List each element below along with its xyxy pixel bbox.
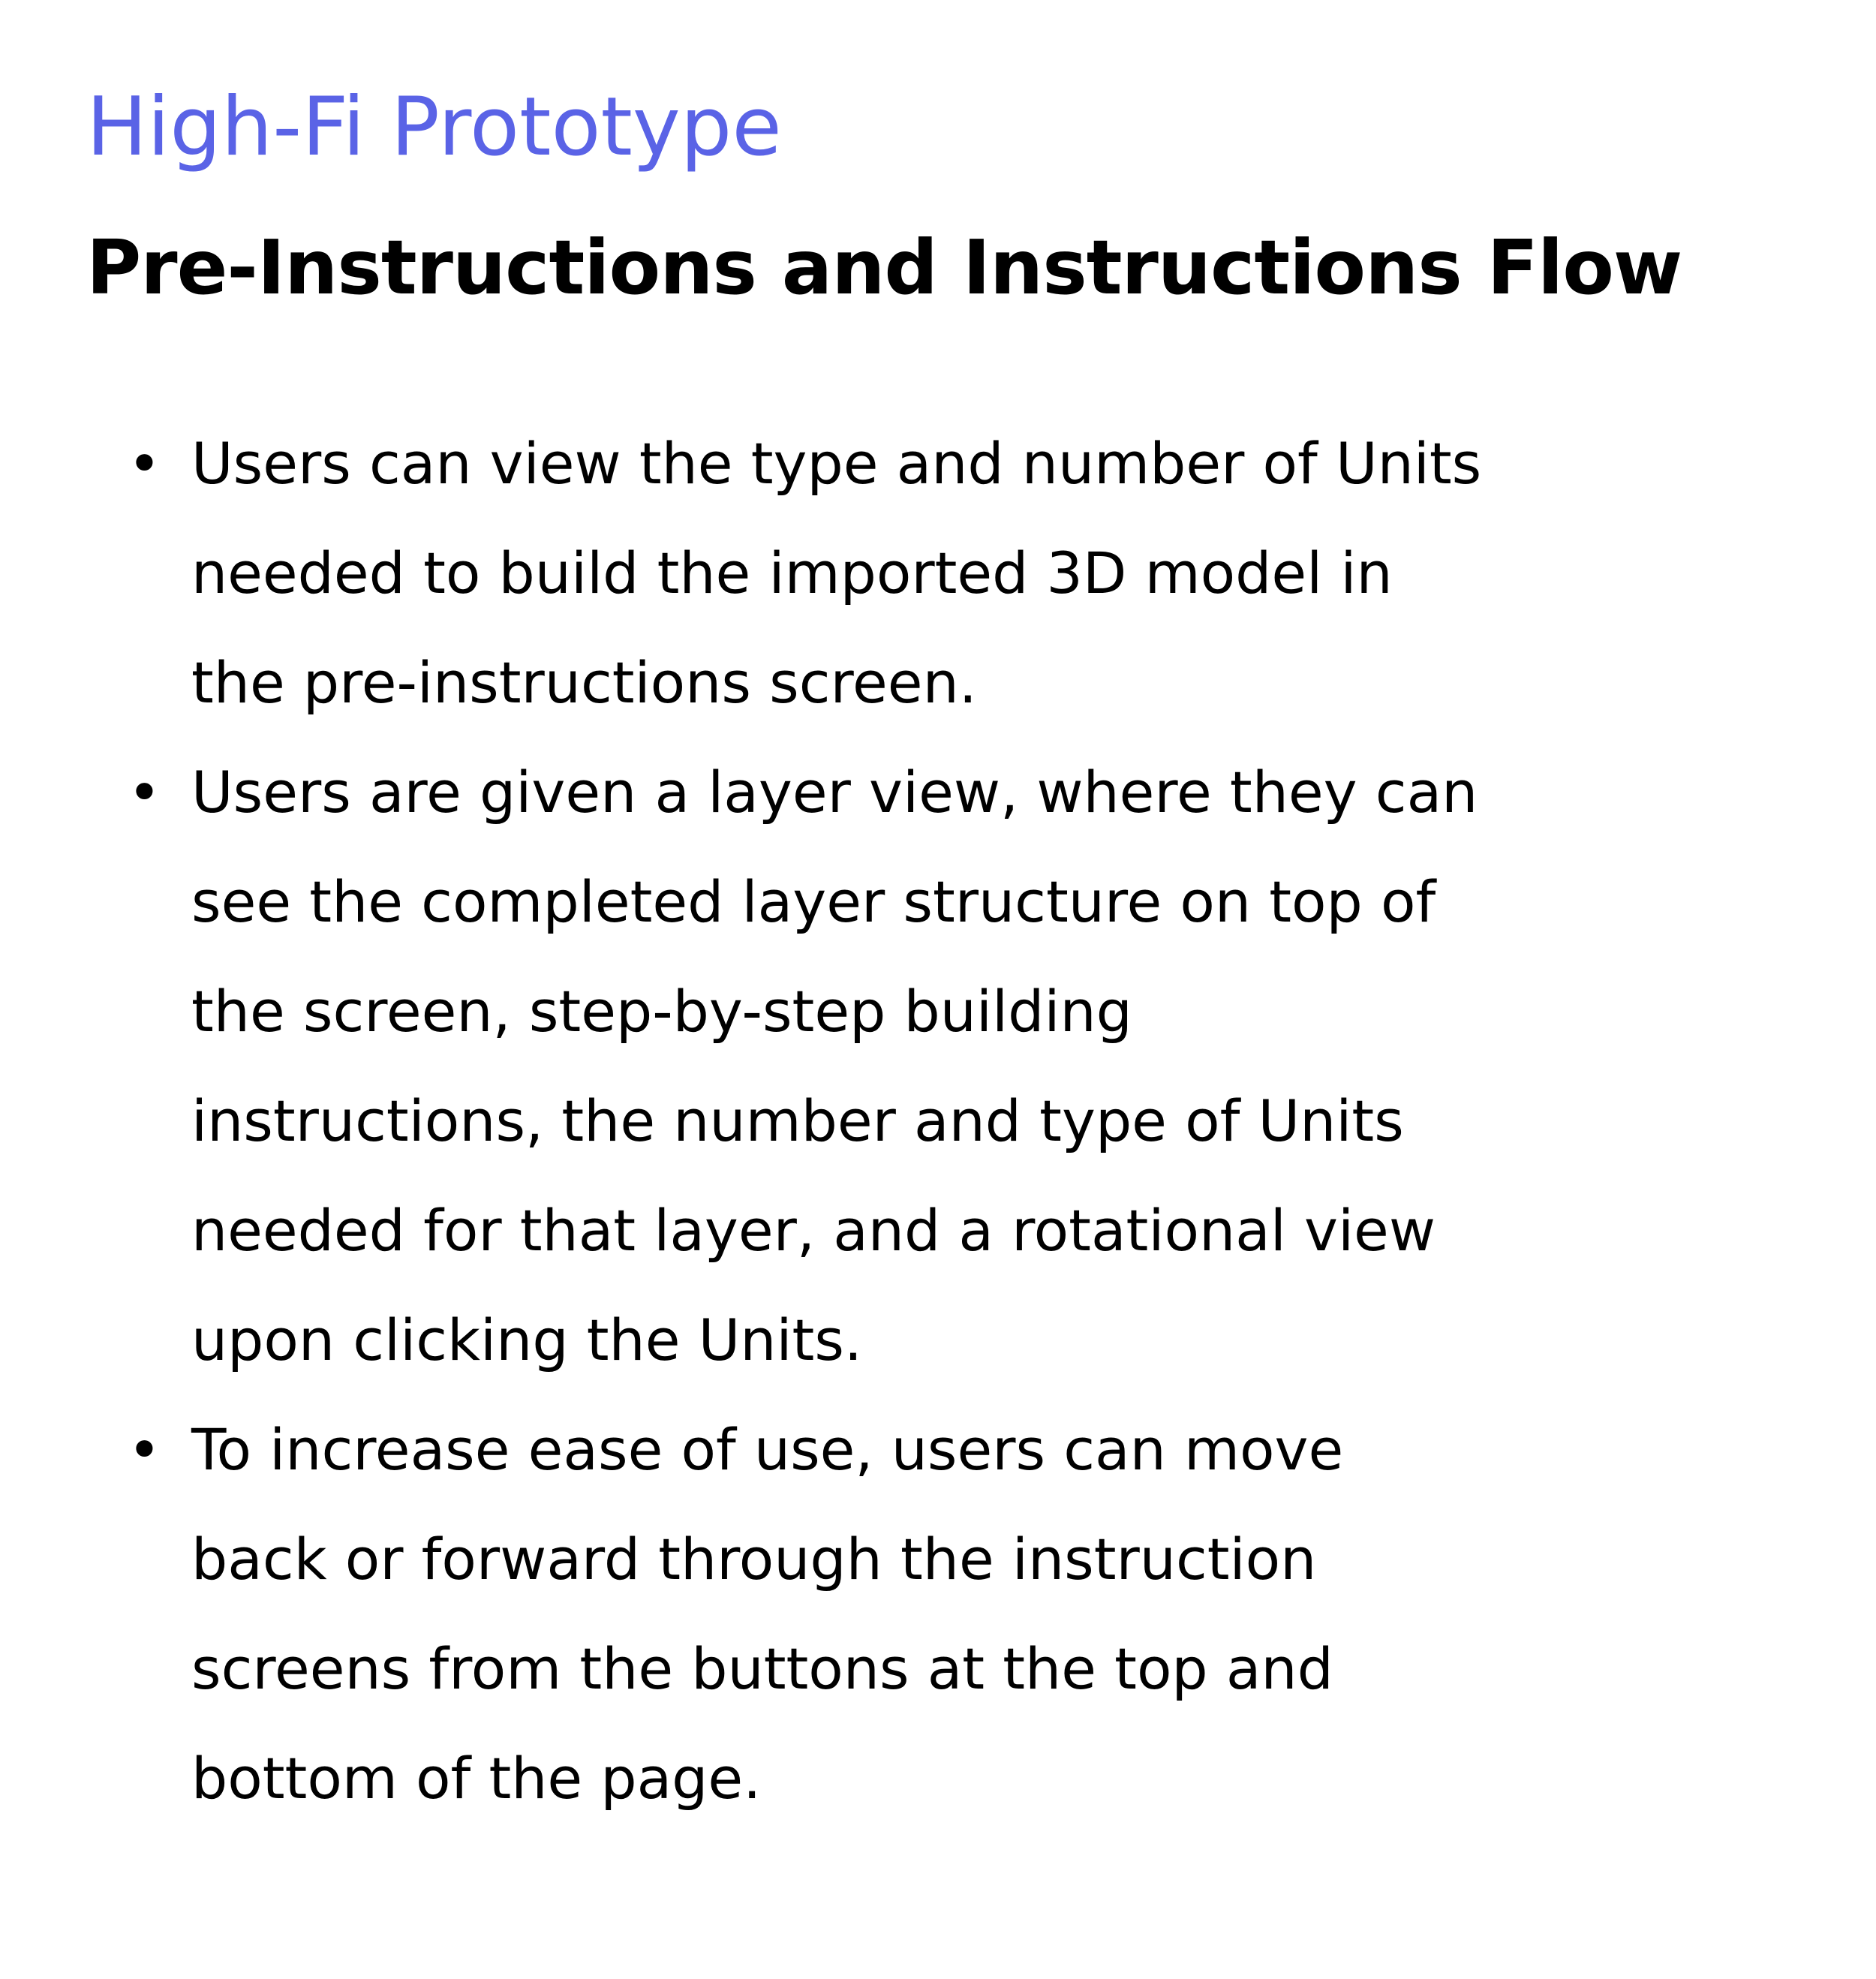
bullet-item <box>86 738 1812 1395</box>
bullet-text-line: needed for that layer, and a rotational view <box>191 1197 1436 1264</box>
bullet-item <box>86 409 1812 738</box>
section-eyebrow: High-Fi Prototype <box>86 80 782 174</box>
bullet-text-line: bottom of the page. <box>191 1745 762 1812</box>
content-panel <box>86 71 1812 1833</box>
bullet-text-line: screens from the buttons at the top and <box>191 1635 1333 1702</box>
bullet-marker: • <box>128 759 161 826</box>
bullet-item <box>86 1395 1812 1833</box>
page-title: Pre-Instructions and Instructions Flow <box>86 224 1682 311</box>
bullet-list <box>86 409 1812 1833</box>
bullet-text-line: back or forward through the instruction <box>191 1526 1317 1593</box>
bullet-text-line: the screen, step-by-step building <box>191 978 1132 1045</box>
bullet-text-line: see the completed layer structure on top of <box>191 868 1436 935</box>
bullet-marker: • <box>128 430 161 497</box>
bullet-text-line: instructions, the number and type of Units <box>191 1087 1404 1154</box>
bullet-text-line: needed to build the imported 3D model in <box>191 540 1393 606</box>
bullet-marker: • <box>128 1416 161 1483</box>
bullet-text-line: upon clicking the Units. <box>191 1307 863 1373</box>
bullet-text-line: Users can view the type and number of Units <box>191 430 1482 497</box>
bullet-text-line: the pre-instructions screen. <box>191 649 977 716</box>
bullet-text-line: To increase ease of use, users can move <box>191 1416 1344 1483</box>
bullet-text-line: Users are given a layer view, where they can <box>191 759 1478 826</box>
